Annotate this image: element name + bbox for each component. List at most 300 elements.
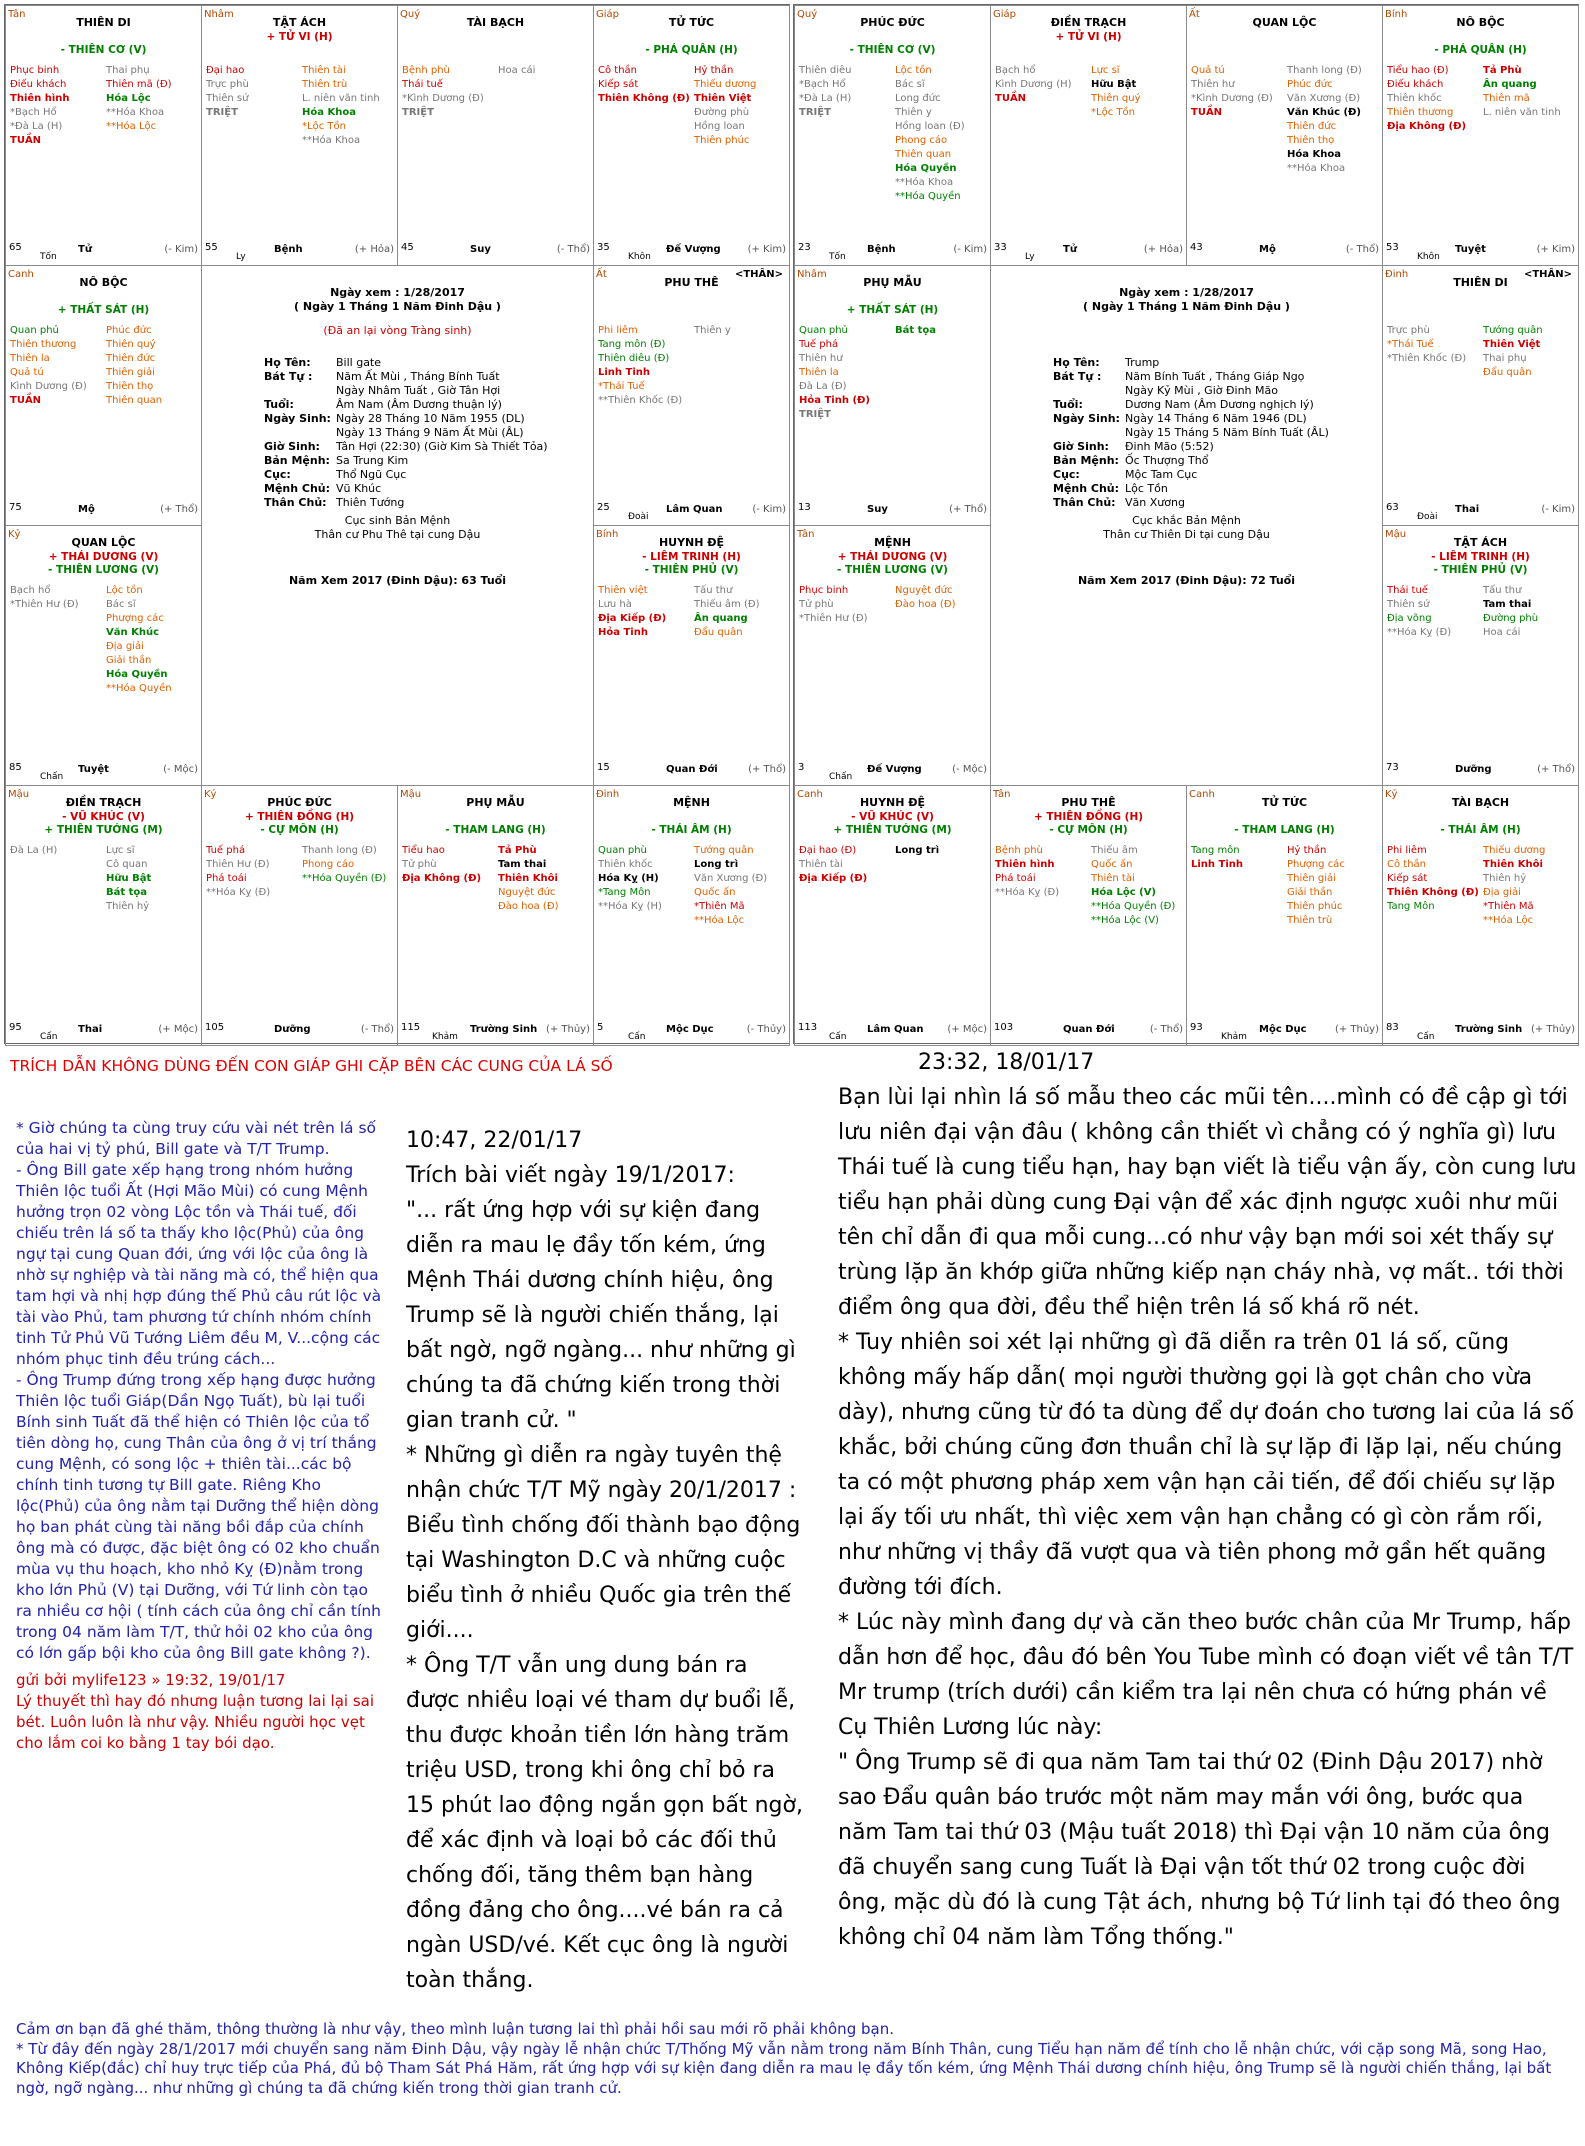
minor-star: Thiên phúc [694,135,750,146]
info-label: Tuổi: [1053,398,1083,411]
minor-star: Thiên đức [106,353,156,364]
minor-star: *Thiên Mã [694,901,745,912]
minor-star: Phong cáo [302,859,355,870]
minor-star: Văn Khúc (Đ) [1287,107,1362,118]
info-value: Mộc Tam Cục [1125,468,1198,481]
branch-label: Khảm [432,1032,458,1042]
minor-star: Thiên y [895,107,932,118]
minor-star: Đại hao (Đ) [799,845,857,856]
palace-stem: Đinh [596,789,620,800]
minor-star: Thiếu âm [1091,845,1138,856]
col3-time: 23:32, 18/01/17 [918,1050,1095,1075]
minor-stars-right [1483,844,1578,928]
minor-stars-right [498,844,593,914]
main-star-2: + THIÊN TƯỚNG (M) [44,824,163,836]
info-value: Vũ Khúc [336,482,382,495]
minor-stars-left [799,64,891,120]
minor-star: *Bạch Hổ [799,79,846,90]
minor-star: Thiên thọ [106,381,154,392]
palace-stem: Canh [797,789,823,800]
view-year-age: Năm Xem 2017 (Đinh Dậu): 63 Tuổi [288,574,507,587]
palace-footer [795,1019,990,1043]
info-label: Cục: [1053,468,1080,481]
palace-name: TÀI BẠCH [1451,796,1510,809]
minor-stars-left [1387,324,1479,366]
minor-star: Thiên trù [1287,915,1333,926]
minor-star: Quốc ấn [694,887,736,898]
palace-footer [594,1019,789,1043]
minor-star: Hóa Lộc [106,93,151,104]
palace-footer [6,239,201,263]
bottom-b2: * Từ đây đến ngày 28/1/2017 mới chuyển sang năm Đinh Dậu, vậy ngày lễ nhận chức T/Thống Mỹ vẫn nằm trong năm Bính Thân, cung Tiểu hạn năm để tính cho lễ nhận chức, với cặp song Mã, song Hao, Không Kiếp(đắc) chỉ huy trực tiếp của Phá, đủ bộ Tham Sát Phá Hăm, rất ứng hợp với sự kiện đang diễn ra mau lẹ đầy tốn kém, ứng Mệnh Thái dương chính hiệu, ông Trump sẽ là người chiến thắng, lại bất ngờ, ngỡ ngàng... như những gì chúng ta đã chứng kiến trong thời gian tranh cử. [16,2039,1552,2097]
minor-star: Đại hao [206,65,245,76]
minor-star: Bạch hổ [10,585,51,596]
minor-star: Tang Môn [1387,901,1435,912]
minor-star: Hóa Lộc (V) [1091,887,1156,898]
palace-footer [594,499,789,523]
chart-center-info [990,265,1383,786]
palace-cell [593,785,790,1046]
minor-star: *Kình Dương (Đ) [1191,93,1273,104]
main-star-2: - PHÁ QUÂN (H) [645,44,738,56]
decade-number: 95 [9,1022,22,1033]
info-row [1053,426,1329,439]
minor-star: Cô thần [1387,859,1427,870]
palace-cell [990,5,1187,266]
palace-name: HUYNH ĐỆ [658,536,725,549]
life-stage: Trường Sinh [470,1024,538,1035]
comment-column-2 [406,1123,806,1998]
palace-footer [1187,1019,1382,1043]
info-value: Năm Bính Tuất , Tháng Giáp Ngọ [1125,370,1305,383]
decade-number: 33 [994,242,1007,253]
info-label: Giờ Sinh: [264,440,320,453]
minor-star: TRIỆT [206,107,238,118]
minor-stars-left [1387,64,1479,134]
minor-star: Lộc tồn [106,585,143,596]
palace-cell [397,785,594,1046]
minor-star: Bệnh phù [995,845,1043,856]
minor-stars-right [1091,844,1186,928]
element-label: (+ Kim) [747,244,786,255]
palace-stem: Quý [797,9,818,20]
palace-cell [201,785,398,1046]
main-star-2: - THAM LANG (H) [445,824,546,836]
life-stage: Tử [1063,244,1077,255]
palace-footer [6,499,201,523]
minor-star: Thiên đức [1287,121,1337,132]
minor-star: Tướng quân [1483,325,1543,336]
minor-star: Kình Dương (Đ) [10,381,87,392]
palace-cell [794,265,991,526]
palace-name: THIÊN DI [1453,276,1508,289]
minor-star: TRIỆT [402,107,434,118]
info-value: Thổ Ngũ Cục [336,468,407,481]
lunar-date: ( Ngày 1 Tháng 1 Năm Đinh Dậu ) [1083,300,1290,313]
minor-star: Hỷ thần [1287,845,1327,856]
info-value: Sa Trung Kim [336,454,409,467]
branch-label: Khôn [628,252,651,262]
minor-star: Thiên trù [302,79,348,90]
palace-stem: Tân [993,789,1011,800]
info-row [1053,370,1304,383]
minor-star: Tả Phù [1483,65,1522,76]
info-value: Năm Ất Mùi , Tháng Bính Tuất [336,370,500,383]
minor-star: **Hóa Kỵ (H) [598,901,662,912]
minor-stars-right [1287,844,1382,928]
life-stage: Mộ [1259,244,1276,255]
palace-footer [991,1019,1186,1043]
minor-star: Phượng các [106,613,164,624]
minor-star: Long đức [895,93,941,104]
life-stage: Mộc Dục [1259,1024,1307,1035]
life-stage: Dưỡng [1455,764,1492,775]
minor-stars-left [10,844,102,858]
minor-star: Thiên Hư (Đ) [206,859,270,870]
decade-number: 15 [597,762,610,773]
minor-star: Đào hoa (Đ) [895,599,956,610]
col2-t4: * Ông T/T vẫn ung dung bán ra được nhiều loại vé tham dự buổi lễ, thu được khoản tiền lớn hàng trăm triệu USD, trong khi ông chỉ bỏ ra 15 phút lao động ngắn gọn bất ngờ, để xác định và loại bỏ các đối thủ chống đối, tăng thêm bạn hàng đồng đảng cho ông....vé bán ra cả ngàn USD/vé. Kết cục ông là người toàn thắng. [406,1653,803,1993]
minor-star: Hỏa Tinh [598,627,648,638]
element-label: (+ Thủy) [545,1024,590,1035]
minor-star: Kình Dương (H) [995,79,1072,90]
minor-star: **Thiên Khốc (Đ) [598,395,683,406]
palace-stem: Quý [400,9,421,20]
minor-star: Thanh long (Đ) [302,845,377,856]
palace-cell [1186,5,1383,266]
main-star-2: - CỰ MÔN (H) [260,824,339,836]
main-star-1: - LIÊM TRINH (H) [1431,551,1530,563]
main-star-2: - PHÁ QUÂN (H) [1434,44,1527,56]
minor-star: Thiên quan [895,149,952,160]
palace-cell [5,265,202,526]
info-value: Bill gate [336,356,382,369]
minor-stars-right [106,64,201,134]
minor-star: *Thiên Khốc (Đ) [1387,353,1467,364]
minor-star: Tấu thư [694,585,733,596]
palace-stem: Giáp [993,9,1017,20]
minor-star: Thiên quý [106,339,156,350]
col2-t1: Trích bài viết ngày 19/1/2017: [406,1163,735,1188]
life-stage: Mộ [78,504,95,515]
life-stage: Suy [867,504,888,515]
palace-stem: Nhâm [797,269,827,280]
info-row [264,426,524,439]
element-label: (- Thổ) [1345,244,1379,255]
life-stage: Thai [1455,504,1480,515]
minor-star: Quan phủ [10,325,59,336]
minor-star: Trực phù [1387,325,1430,336]
element-label: (+ Thổ) [748,764,786,775]
info-row [264,468,406,481]
minor-star: *Kình Dương (Đ) [402,93,484,104]
minor-stars-right [302,844,397,886]
minor-star: *Thái Tuế [1387,339,1434,350]
info-row [1053,356,1159,369]
minor-stars-right [895,584,990,612]
view-date: Ngày xem : 1/28/2017 [1119,286,1254,299]
decade-number: 73 [1386,762,1399,773]
main-star-1: + THÁI DƯƠNG (V) [48,551,159,563]
minor-star: **Hóa Khoa [302,135,361,146]
minor-star: Thiên hỷ [106,901,150,912]
info-row [264,496,404,509]
info-label: Cục: [264,468,291,481]
minor-star: Địa Kiếp (Đ) [799,873,868,884]
palace-stem: Giáp [596,9,620,20]
palace-cell [1382,525,1579,786]
info-row [1053,454,1208,467]
palace-cell [990,785,1187,1046]
minor-star: Điếu khách [1387,79,1444,90]
col3-t3: * Lúc này mình đang dự và căn theo bước chân của Mr Trump, hấp dẫn hơn để học, đâu đó bên You Tube mình có đoạn viết về tân T/T Mr trump (trích dưới) cần kiểm tra lại nên chưa có hứng phán về Cụ Thiên Lương lúc này: [838,1610,1574,1740]
branch-label: Cấn [40,1032,58,1042]
element-label: (- Kim) [953,244,987,255]
than-position: Thân cư Thiên Di tại cung Dậu [1103,528,1270,541]
palace-name: PHÚC ĐỨC [267,796,332,809]
palace-footer [6,759,201,783]
minor-star: *Tang Môn [598,887,651,898]
minor-star: Thiên Việt [1483,339,1541,350]
palace-footer [398,1019,593,1043]
palace-stem: Canh [1189,789,1215,800]
minor-star: Thiên giải [1287,873,1336,884]
branch-label: Ly [236,252,246,262]
minor-star: Phi liêm [1387,845,1427,856]
minor-star: Phá toái [206,873,247,884]
minor-star: TUẦN [10,395,42,406]
decade-number: 115 [401,1022,421,1033]
minor-star: Thiên phúc [1287,901,1343,912]
minor-star: *Đà La (H) [799,93,852,104]
minor-star: **Hóa Khoa [106,107,165,118]
palace-name: PHÚC ĐỨC [860,16,925,29]
minor-star: Thanh long (Đ) [1287,65,1362,76]
col3-t4: " Ông Trump sẽ đi qua năm Tam tai thứ 02 (Đinh Dậu 2017) nhờ sao Đẩu quân báo trước một năm may mắn với ông, bước qua năm Tam tai thứ 03 (Mậu tuất 2018) thì Đại vận 10 năm của ông đã chuyển sang cung Tuất là Đại vận tốt thứ 02 trong cuộc đời ông, mặc dù đó là cung Tật ách, nhưng bộ Tứ linh tại đó theo ông không chỉ 04 năm làm Tổng thống." [838,1750,1561,1950]
col3-t2: * Tuy nhiên soi xét lại những gì đã diễn ra trên 01 lá số, cũng không mấy hấp dẫn( mọi người thường gọi là gọt chân cho vừa dày), nhưng cũng từ đó ta dùng để dự đoán cho tương lai của lá số khắc, bởi chúng cũng đơn thuần chỉ là sự lặp đi lặp lại, nếu chúng ta có một phương pháp xem vận hạn cải tiến, để đối chiếu sự lặp lại ấy tối ưu nhất, thì việc xem vận hạn chẳng có gì còn rắm rối, như những vị thầy đã vượt qua và tiên phong mở gần hết quãng đường tới đích. [838,1330,1574,1600]
palace-cell [593,525,790,786]
minor-star: Hồng loan [694,121,745,132]
element-label: (+ Mộc) [947,1024,987,1035]
col1-p2: - Ông Bill gate xếp hạng trong nhóm hưởng Thiên lộc tuổi Ất (Hợi Mão Mùi) có cung Mệnh hưởng trọn 02 vòng Lộc tồn và Thái tuế, đối chiếu trên lá số ta thấy kho lộc(Phủ) của ông ngự tại cung Quan đới, ứng với lộc của ông là nhờ sự nghiệp và tài năng mà có, thể hiện qua tam hợi và nhị hợp đúng thế Phủ câu rút lộc và tài vào Phủ, tam phương tứ chính nhóm chính tinh Tử Phủ Vũ Tướng Liêm đều M, V...cộng các nhóm phục tinh đều trúng cách... [16,1161,382,1368]
palace-cell [1382,785,1579,1046]
decade-number: 13 [798,502,811,513]
comment-column-3 [838,1045,1578,1955]
branch-label: Tốn [829,252,846,262]
palace-footer [202,1019,397,1043]
minor-star: *Bạch Hổ [10,107,57,118]
minor-star: Nguyệt đức [498,887,556,898]
minor-star: Thiên tài [302,65,346,76]
decade-number: 25 [597,502,610,513]
palace-footer [1383,239,1578,263]
minor-star: **Hóa Kỵ (Đ) [995,887,1060,898]
palace-cell [1186,785,1383,1046]
palace-footer [795,759,990,783]
minor-stars-right [694,64,789,148]
info-value: Ngày Nhâm Tuất , Giờ Tân Hợi [336,384,501,397]
palace-cell [794,785,991,1046]
minor-stars-left [402,844,494,886]
main-star-2: - THAM LANG (H) [1234,824,1335,836]
info-value: Trump [1125,356,1160,369]
palace-footer [594,759,789,783]
decade-number: 53 [1386,242,1399,253]
minor-star: Nguyệt đức [895,585,953,596]
minor-star: Hữu Bật [106,873,152,884]
minor-star: Thái tuế [1387,585,1428,596]
info-label: Thân Chủ: [264,496,327,509]
palace-cell [593,5,790,266]
minor-star: Thiên thương [1387,107,1454,118]
palace-stem: Kỷ [8,529,21,540]
minor-star: **Hóa Lộc (V) [1091,915,1159,926]
branch-label: Cấn [1417,1032,1435,1042]
col1-p3: - Ông Trump đứng trong xếp hạng được hưởng Thiên lộc tuổi Giáp(Dần Ngọ Tuất), bù lại tuổi Bính sinh Tuất đã thể hiện có Thiên lộc của tổ tiên dòng họ, cung Thân của ông ở vị trí thắng cung Mệnh, có song lộc + thiên tài...các bộ chính tinh tương tự Bill gate. Riêng Kho lộc(Phủ) của ông nằm tại Dưỡng thể hiện dòng họ ban phát cùng tài năng bồi đắp của chính ông mà có được, đặc biệt ông có 02 kho chuẩn mùa vụ thu hoạch, kho nhỏ Kỵ (Đ)nằm trong kho lớn Phủ (V) tại Dưỡng, với Tứ linh còn tạo ra nhiều cơ hội ( tính cách của ông chỉ cần tính trong 04 năm làm T/T, thử hỏi 02 kho của ông có lớn gấp bội kho của ông Bill gate không ?). [16,1371,381,1662]
branch-label: Khảm [1221,1032,1247,1042]
branch-label: Chấn [40,772,64,782]
minor-star: Giải thần [1287,887,1333,898]
minor-star: TUẦN [10,135,42,146]
element-label: (- Kim) [752,504,786,515]
minor-star: Tam thai [1483,599,1532,610]
minor-star: Quan phù [598,845,647,856]
life-stage: Mộc Dục [666,1024,714,1035]
palace-stem: Kỷ [1385,789,1398,800]
element-label: (+ Thủy) [1530,1024,1575,1035]
info-value: Ngày 15 Tháng 5 Năm Bính Tuất (ÂL) [1125,426,1329,439]
decade-number: 93 [1190,1022,1203,1033]
main-star-1: + THÁI DƯƠNG (V) [837,551,948,563]
minor-star: Thiên hư [799,353,843,364]
palace-footer [1383,499,1578,523]
palace-cell [794,525,991,786]
info-row [1053,384,1278,397]
than-badge: <THÂN> [734,269,783,280]
palace-stem: Mậu [400,789,422,800]
minor-star: Tang môn [1191,845,1240,856]
minor-stars-right [302,64,397,148]
minor-stars-right [895,64,990,204]
minor-stars-left [799,844,891,886]
minor-star: Địa võng [1387,613,1432,624]
minor-star: Lộc tồn [895,65,932,76]
minor-stars-right [1483,584,1578,640]
main-star-2: - THIÊN LƯƠNG (V) [837,564,948,576]
palace-footer [991,239,1186,263]
minor-star: Thiên y [694,325,731,336]
palace-name: MỆNH [673,796,710,809]
col2-t3: * Những gì diễn ra ngày tuyên thệ nhận chức T/T Mỹ ngày 20/1/2017 : Biểu tình chống đối thành bạo động tại Washington D.C và những cuộc biểu tình ở nhiều Quốc gia trên thế giới.... [406,1443,801,1643]
minor-star: Kiếp sát [1387,873,1428,884]
decade-number: 85 [9,762,22,773]
minor-star: Thiếu dương [694,79,757,90]
minor-stars-right [106,584,201,696]
minor-stars-left [10,324,102,408]
minor-star: Thiên việt [598,585,648,596]
col1-cite: gửi bởi mylife123 » 19:32, 19/01/17 [16,1671,286,1689]
minor-stars-left [598,324,690,408]
palace-cell [201,5,398,266]
info-value: Văn Xương [1125,496,1185,509]
minor-star: **Hóa Khoa [895,177,954,188]
palace-stem: Canh [8,269,34,280]
minor-stars-left [1191,64,1283,120]
col3-t1: Bạn lùi lại nhìn lá số mẫu theo các mũi tên....mình có đề cập gì tới lưu niên đại vận đâu ( không cần thiết vì chẳng có ý nghĩa gì) lưu Thái tuế là cung tiểu hạn, hay bạn viết là tiểu vận ấy, còn cung lưu tiểu hạn phải dùng cung Đại vận để xác định ngược xuôi như mũi tên chỉ dẫn đi qua mỗi cung...có như vậy bạn mới soi xét thấy sự trùng lặp ăn khớp giữa những kiếp nạn cháy nhà, vợ mất.. tới thời điểm ông qua đời, đều thể hiện trên lá số khá rõ nét. [838,1085,1577,1320]
main-star-2: - THÁI ÂM (H) [1440,824,1521,836]
main-star-1: + THIÊN ĐỒNG (H) [244,811,355,823]
minor-star: TRIỆT [799,107,831,118]
minor-star: Thiên mã [1483,93,1530,104]
minor-stars-left [1191,844,1283,872]
minor-star: TUẦN [1191,107,1223,118]
quote-label: TRÍCH DẪN KHÔNG DÙNG ĐẾN CON GIÁP GHI CẶP BÊN CÁC CUNG CỦA LÁ SỐ [10,1057,613,1075]
minor-star: Địa Kiếp (Đ) [598,613,667,624]
info-row [264,356,381,369]
palace-name: TÀI BẠCH [466,16,525,29]
minor-star: Thiên quan [106,395,163,406]
main-star-2: - THIÊN LƯƠNG (V) [48,564,159,576]
minor-star: Thai phụ [1483,353,1527,364]
info-row [264,454,408,467]
info-label: Ngày Sinh: [1053,412,1120,425]
minor-star: *Thiên Hư (Đ) [799,613,868,624]
branch-label: Ly [1025,252,1035,262]
minor-stars-right [694,324,789,338]
palace-name: TẬT ÁCH [1453,536,1508,549]
minor-star: Linh Tinh [1191,859,1244,870]
minor-star: Hoa cái [498,65,536,76]
col2-time: 10:47, 22/01/17 [406,1128,583,1153]
minor-star: Thiên diêu (Đ) [598,353,670,364]
minor-star: Phúc đức [1287,79,1333,90]
main-star-2: - THIÊN CƠ (V) [60,44,147,56]
than-position: Thân cư Phu Thê tại cung Dậu [314,528,481,541]
palace-cell [1382,5,1579,266]
palace-name: HUYNH ĐỆ [859,796,926,809]
minor-star: Tiểu hao (Đ) [1387,65,1449,76]
palace-stem: Ất [596,269,607,280]
palace-cell [5,5,202,266]
minor-star: Thiên Không (Đ) [1387,887,1479,898]
minor-star: Địa Không (Đ) [402,873,482,884]
chart-note: (Đã an lại vòng Tràng sinh) [323,324,472,337]
minor-star: Bệnh phù [402,65,450,76]
minor-star: Địa Không (Đ) [1387,121,1467,132]
palace-stem: Ất [1189,9,1200,20]
palace-footer [6,1019,201,1043]
minor-star: Hồng loan (Đ) [895,121,965,132]
life-stage: Tuyệt [1455,244,1486,255]
info-row [1053,440,1214,453]
info-value: Ngày 28 Tháng 10 Năm 1955 (DL) [336,412,525,425]
life-stage: Trường Sinh [1455,1024,1523,1035]
palace-stem: Mậu [1385,529,1407,540]
minor-star: Thiên diêu [799,65,852,76]
minor-star: Giải thần [106,655,152,666]
decade-number: 103 [994,1022,1014,1033]
palace-stem: Mậu [8,789,30,800]
minor-star: Ân quang [694,613,748,624]
cuc-relation: Cục sinh Bản Mệnh [344,514,451,527]
element-label: (+ Hỏa) [1143,244,1183,255]
palace-name: NÔ BỘC [79,276,128,289]
minor-stars-left [206,64,298,120]
info-row [264,384,500,397]
branch-label: Khôn [1417,252,1440,262]
info-label: Mệnh Chủ: [264,482,331,495]
info-label: Bản Mệnh: [264,454,330,467]
